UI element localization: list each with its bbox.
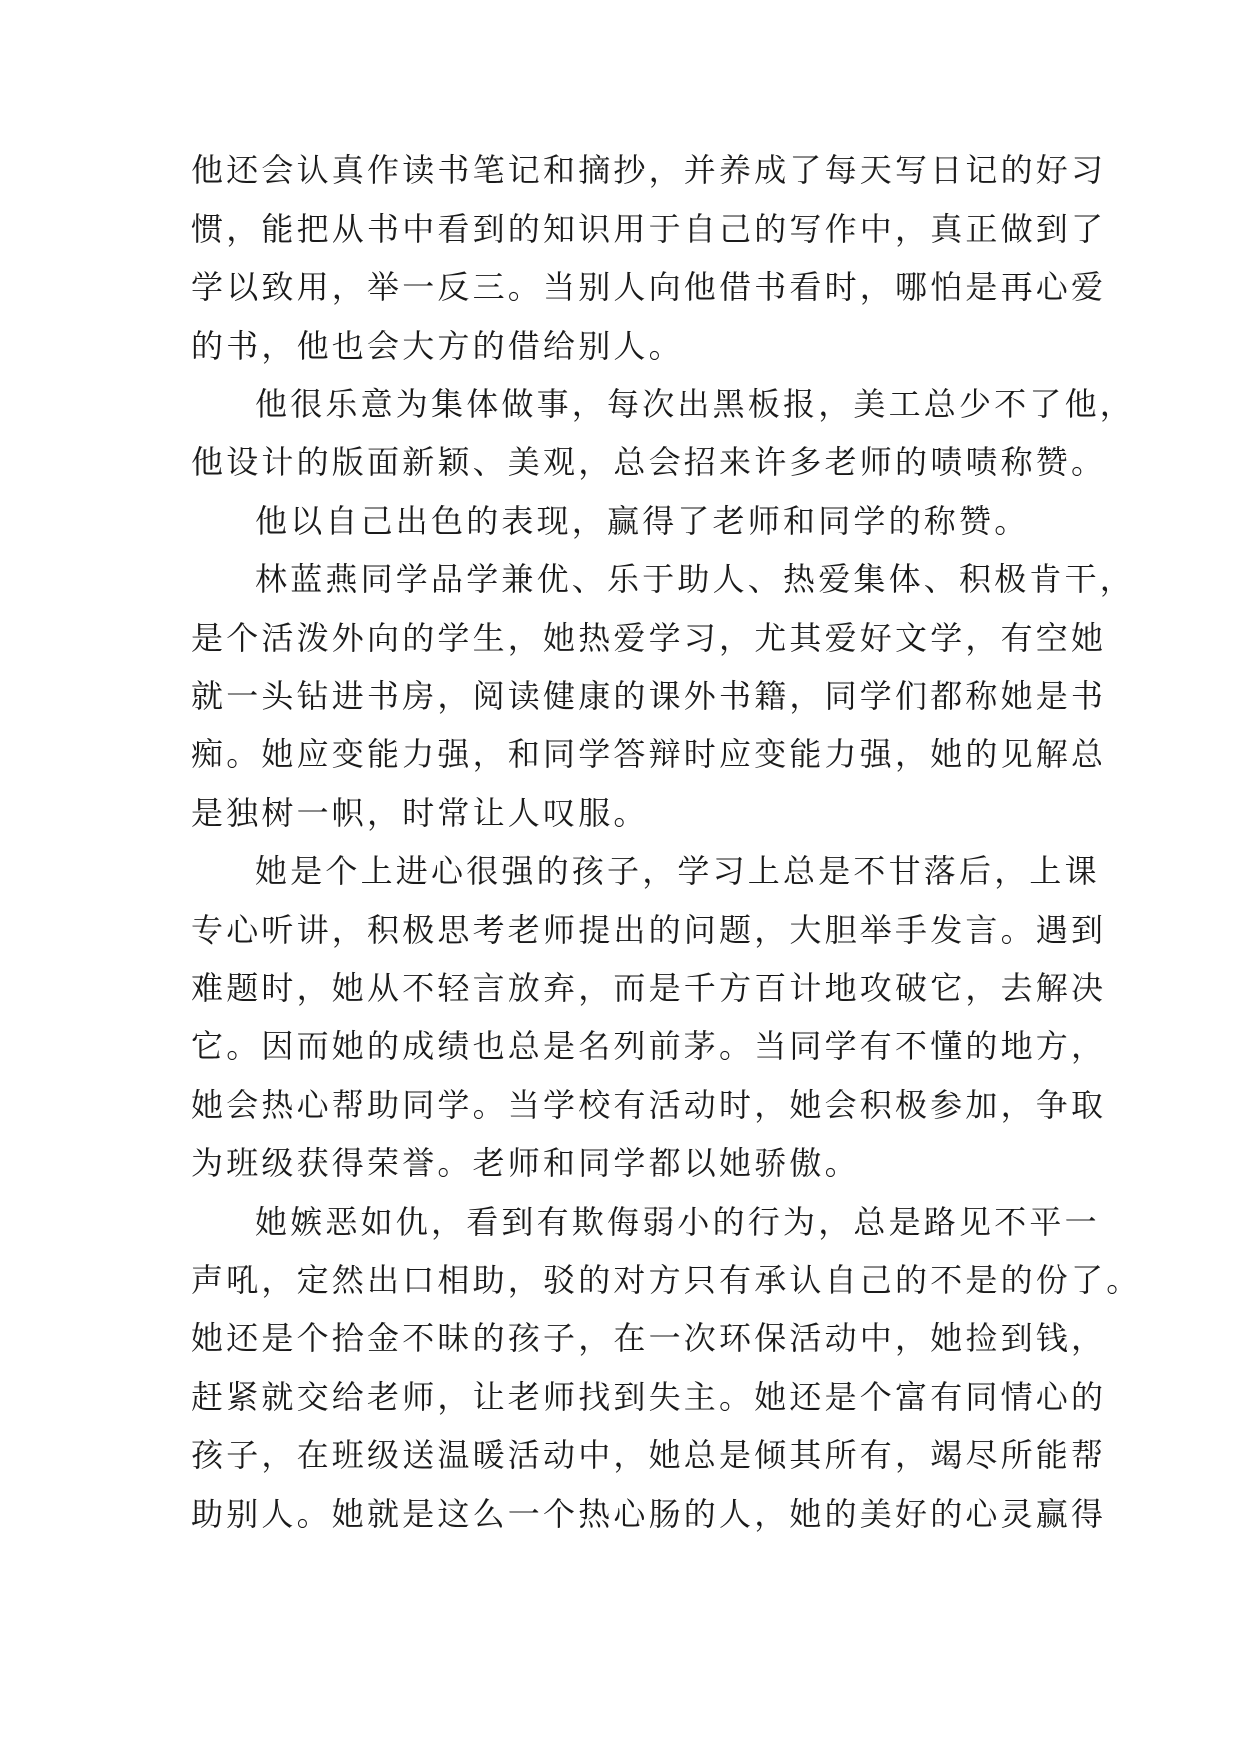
- text-line: 学以致用，举一反三。当别人向他借书看时，哪怕是再心爱: [191, 268, 1107, 306]
- text-line: 痴。她应变能力强，和同学答辩时应变能力强，她的见解总: [191, 735, 1107, 773]
- text-line: 是个活泼外向的学生，她热爱学习，尤其爱好文学，有空她: [191, 619, 1107, 657]
- text-line: 孩子，在班级送温暖活动中，她总是倾其所有，竭尽所能帮: [191, 1436, 1107, 1474]
- text-line: 的书，他也会大方的借给别人。: [191, 327, 684, 365]
- text-line: 他很乐意为集体做事，每次出黑板报，美工总少不了他，: [255, 385, 1136, 423]
- text-line: 林蓝燕同学品学兼优、乐于助人、热爱集体、积极肯干，: [255, 560, 1136, 598]
- text-line: 他还会认真作读书笔记和摘抄，并养成了每天写日记的好习: [191, 151, 1107, 189]
- text-line: 助别人。她就是这么一个热心肠的人，她的美好的心灵赢得: [191, 1495, 1107, 1533]
- text-line: 是独树一帜，时常让人叹服。: [191, 794, 649, 832]
- text-line: 她是个上进心很强的孩子，学习上总是不甘落后，上课: [255, 852, 1100, 890]
- text-line: 它。因而她的成绩也总是名列前茅。当同学有不懂的地方，: [191, 1027, 1107, 1065]
- text-line: 赶紧就交给老师，让老师找到失主。她还是个富有同情心的: [191, 1378, 1107, 1416]
- text-line: 她还是个拾金不昧的孩子，在一次环保活动中，她捡到钱，: [191, 1319, 1107, 1357]
- text-line: 惯，能把从书中看到的知识用于自己的写作中，真正做到了: [191, 210, 1107, 248]
- text-line: 为班级获得荣誉。老师和同学都以她骄傲。: [191, 1144, 860, 1182]
- text-line: 声吼，定然出口相助，驳的对方只有承认自己的不是的份了。: [191, 1261, 1142, 1299]
- text-line: 他设计的版面新颖、美观，总会招来许多老师的啧啧称赞。: [191, 443, 1107, 481]
- text-line: 她会热心帮助同学。当学校有活动时，她会积极参加，争取: [191, 1086, 1107, 1124]
- text-line: 她嫉恶如仇，看到有欺侮弱小的行为，总是路见不平一: [255, 1203, 1100, 1241]
- text-line: 专心听讲，积极思考老师提出的问题，大胆举手发言。遇到: [191, 911, 1107, 949]
- text-line: 就一头钻进书房，阅读健康的课外书籍，同学们都称她是书: [191, 677, 1107, 715]
- text-line: 难题时，她从不轻言放弃，而是千方百计地攻破它，去解决: [191, 969, 1107, 1007]
- text-line: 他以自己出色的表现，赢得了老师和同学的称赞。: [255, 502, 1030, 540]
